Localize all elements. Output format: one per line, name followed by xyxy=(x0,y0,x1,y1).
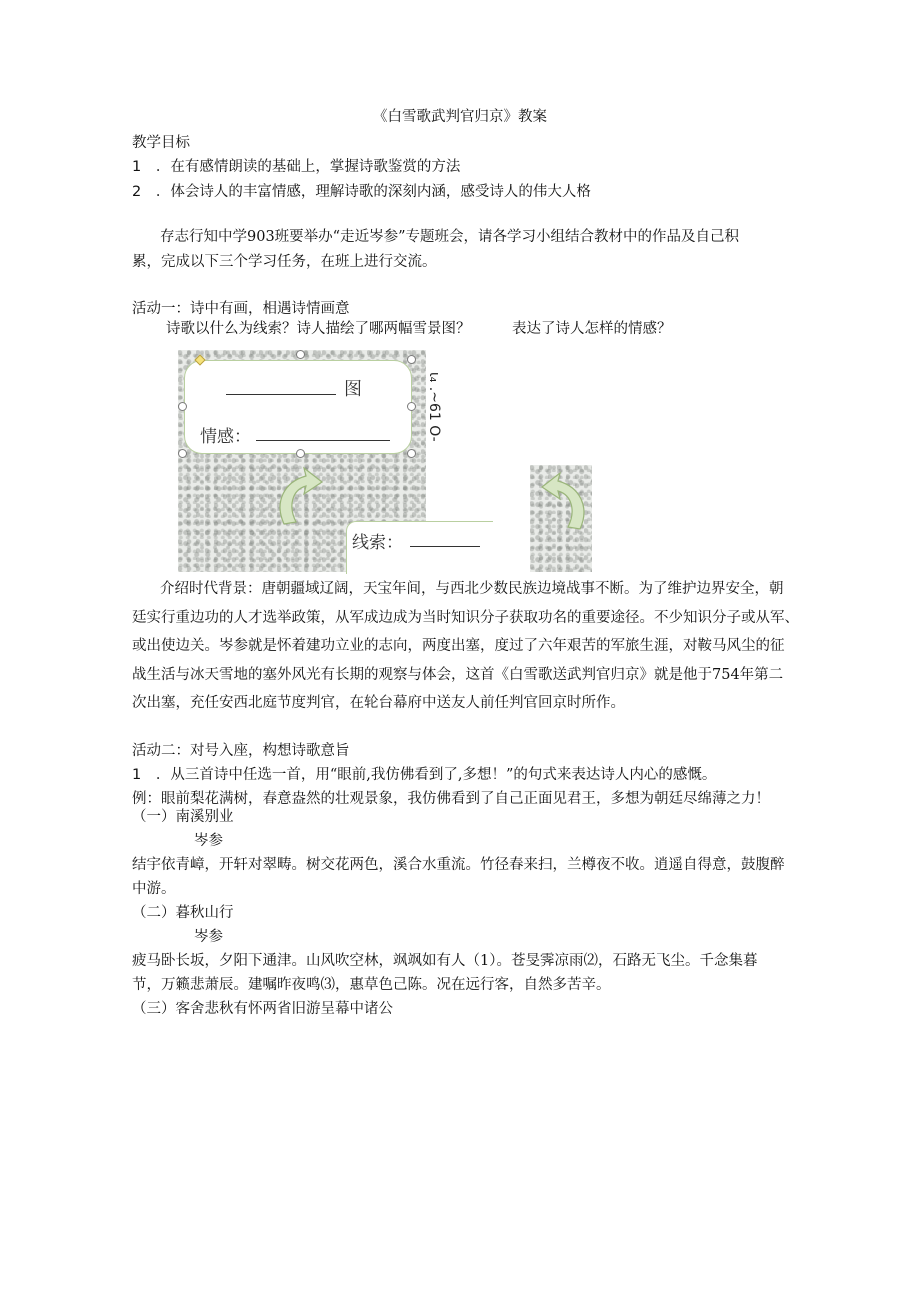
task-num: 1 xyxy=(132,767,142,783)
background-line-2: 廷实行重边功的人才选举政策，从军成边成为当时知识分子获取功名的重要途径。不少知识分子或从军、 xyxy=(132,610,799,626)
snow-background-right xyxy=(530,465,592,572)
picture-label: 图 xyxy=(344,379,362,400)
clue-blank xyxy=(410,546,480,547)
background-line-5: 次出塞，充任安西北庭节度判官，在轮台幕府中送友人前任判官回京时所作。 xyxy=(132,695,625,711)
poem-1-line-1: 结宇依青嶂，开轩对翠畴。树交花两色，溪合水重流。竹径春来扫，兰樽夜不收。逍遥自得意，鼓腹醉 xyxy=(132,857,785,873)
rotated-note: ι₄ .~61 O- xyxy=(426,372,442,442)
poem-2-line-1: 疲马卧长坂，夕阳下通津。山风吹空林，飒飒如有人（1）。苍旻霁凉雨⑵，石路无飞尘。千念集暮 xyxy=(132,953,758,969)
objective-num: 1 xyxy=(132,159,142,175)
activity2-heading: 活动二：对号入座，构想诗歌意旨 xyxy=(132,743,350,759)
poem-2-label: （二）暮秋山行 xyxy=(132,905,234,921)
emotion-label: 情感： xyxy=(200,427,251,447)
resize-handle-icon xyxy=(407,402,416,411)
objectives-heading: 教学目标 xyxy=(132,135,190,151)
objective-text: ．在有感情朗读的基础上，掌握诗歌鉴赏的方法 xyxy=(155,159,461,175)
curved-arrow-icon xyxy=(534,467,590,539)
resize-handle-icon xyxy=(178,449,187,458)
poem-3-label: （三）客舍悲秋有怀两省旧游呈幕中诸公 xyxy=(132,1001,393,1017)
poem-2-author: 岑参 xyxy=(194,929,223,945)
task-text: ．从三首诗中任选一首，用“眼前,我仿佛看到了,多想！”的句式来表达诗人内心的感慨。 xyxy=(155,767,717,783)
activity2-task xyxy=(132,766,716,784)
resize-handle-icon xyxy=(407,449,416,458)
activity1-question-b: 表达了诗人怎样的情感？ xyxy=(512,321,672,337)
background-line-1: 介绍时代背景：唐朝疆域辽阔，天宝年间，与西北少数民族边境战事不断。为了维护边界安全，朝 xyxy=(160,581,784,597)
intro-line-2: 累，完成以下三个学习任务，在班上进行交流。 xyxy=(132,254,437,270)
clue-label: 线索： xyxy=(352,533,403,553)
objective-num: 2 xyxy=(132,184,142,200)
background-line-4: 战生活与冰天雪地的塞外风光有长期的观察与体会，这首《白雪歌送武判官归京》就是他于754年第二 xyxy=(132,667,784,683)
objective-text: ．体会诗人的丰富情感，理解诗歌的深刻内涵，感受诗人的伟大人格 xyxy=(155,184,591,200)
resize-handle-icon xyxy=(178,402,187,411)
intro-line-1: 存志行知中学903班要举办“走近岑参”专题班会，请各学习小组结合教材中的作品及自己积 xyxy=(160,229,739,245)
activity1-heading: 活动一：诗中有画，相遇诗情画意 xyxy=(132,301,350,317)
page-title: 《白雪歌武判官归京》教案 xyxy=(373,109,547,125)
poem-1-author: 岑参 xyxy=(194,833,223,849)
objective-item-2 xyxy=(132,183,591,201)
picture-blank xyxy=(226,394,336,395)
activity1-question-a: 诗歌以什么为线索？诗人描绘了哪两幅雪景图？ xyxy=(166,321,471,337)
poem-1-label: （一）南溪别业 xyxy=(132,809,234,825)
resize-handle-icon xyxy=(407,355,416,364)
emotion-blank xyxy=(256,440,390,441)
curved-arrow-icon xyxy=(274,462,330,534)
resize-handle-icon xyxy=(296,350,305,359)
poem-2-line-2: 节，万籁悲萧辰。建嘱昨夜鸣⑶，惠草色己陈。况在远行客，自然多苦辛。 xyxy=(132,977,611,993)
activity2-example: 例：眼前梨花满树，春意盎然的壮观景象，我仿佛看到了自己正面见君王，多想为朝廷尽绵薄之力！ xyxy=(132,791,770,807)
resize-handle-icon xyxy=(296,449,305,458)
poem-1-line-2: 中游。 xyxy=(132,881,176,897)
background-line-3: 或出使边关。岑参就是怀着建功立业的志向，两度出塞，度过了六年艰苦的军旅生涯，对鞍马风尘的征 xyxy=(132,638,785,654)
objective-item-1 xyxy=(132,158,460,176)
